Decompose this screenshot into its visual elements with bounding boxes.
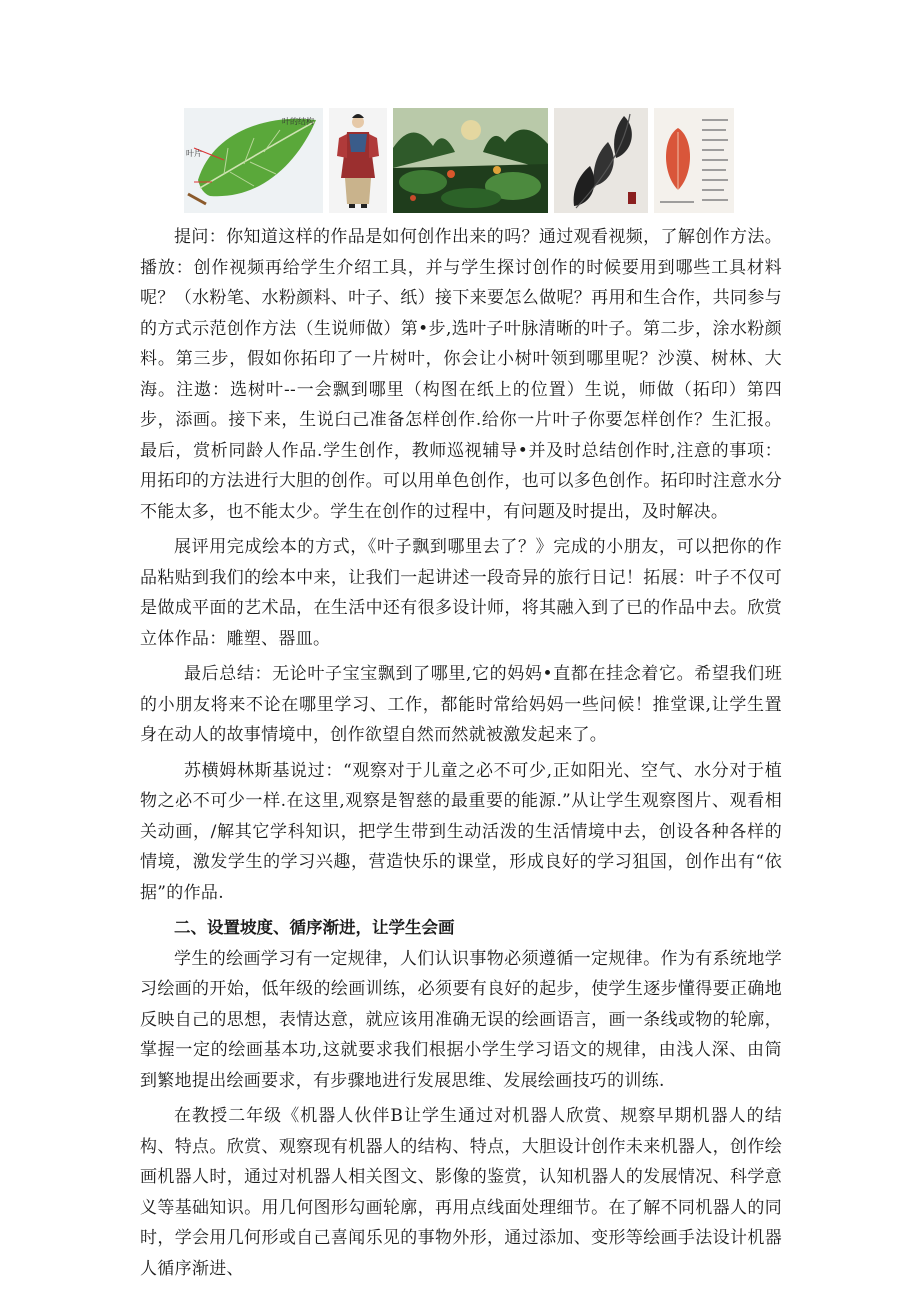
jungle-painting-image	[393, 108, 548, 213]
leaf-side-label: 叶片	[186, 149, 202, 158]
section-heading: 二、设置坡度、循序渐进，让学生会画	[174, 918, 455, 937]
paragraph-robot: 在教授二年级《机器人伙伴B让学生通过对机器人欣赏、规察早期机器人的结构、特点。欣赏、观察现有机器人的结构、特点，大胆设计创作未来机器人，创作绘画机器人时，通过对机器人相关图文、影像的鉴赏，认知机器人的发展情况、科学意义等基础知识。用几何图形勾画轮廓，再用点线面处理细节。在了解不同机器人的同时，学会用几何形或自己喜闻乐见的事物外形，通过添加、变形等绘画手法设计机器人循序渐进、	[140, 1106, 782, 1279]
paragraph-rules: 学生的绘画学习有一定规律，人们认识事物必须遵循一定规律。作为有系统地学习绘画的开始，低年级的绘画训练，必须要有良好的起步，使学生逐步懂得要正确地反映自己的思想，表情达意，就应该用准确无误的绘画语言，画一条线或物的轮廓，掌握一定的绘画基本功,这就要求我们根据小学生学习语文的规律，由浅人深、由筒到繁地提出绘画要求，有步骤地进行发展思维、发展绘画技巧的训练.	[140, 948, 782, 1091]
dark-leaves-artwork-image	[554, 108, 648, 213]
leaf-print-drawing-image	[654, 108, 734, 213]
paragraph-method: 提问：你知道这样的作品是如何创作出来的吗？通过观看视频，了解创作方法。播放：创作视频再给学生介绍工具，并与学生探讨创作的时候要用到哪些工具材料呢？（水粉笔、水粉颜料、叶子、纸）接下来要怎么做呢？再用和生合作，共同参与的方式示范创作方法（生说师做）第•步,选叶子叶脉清晰的叶子。第二步，涂水粉颜料。第三步，假如你拓印了一片树叶，你会让小树叶领到哪里呢？沙漠、树林、大海。注遨：选树叶--一会飘到哪里（构图在纸上的位置）生说，师做（拓印）第四步，添画。接下来，生说臼己准备怎样创作.给你一片叶子你要怎样创作？生汇报。最后，赏析同龄人作品.学生创作，教师巡视辅导•并及时总结创作时,注意的事项：用拓印的方法进行大胆的创作。可以用单色创作，也可以多色创作。拓印时注意水分不能太多，也不能太少。学生在创作的过程中，有问题及时提出，及时解决。	[140, 227, 782, 522]
article-body	[140, 222, 782, 1284]
image-strip	[184, 108, 734, 213]
paragraph-exhibition: 展评用完成绘本的方式，《叶子飘到哪里去了？》完成的小朋友，可以把你的作品粘贴到我们的绘本中来，让我们一起讲述一段奇异的旅行日记！拓展：叶子不仅可是做成平面的艺术品，在生活中还有很多设计师，将其融入到了已的作品中去。欣赏立体作品：雕塑、器皿。	[140, 537, 782, 649]
leaf-caption: 叶的结构	[282, 117, 314, 126]
paragraph-summary: 最后总结：无论叶子宝宝飘到了哪里,它的妈妈•直都在挂念着它。希望我们班的小朋友将来不论在哪里学习、工作，都能时常给妈妈一些问候！推堂课,让学生置身在动人的故事情境中，创作欲望自然而然就被激发起来了。	[140, 664, 782, 745]
leaf-structure-image	[184, 108, 323, 213]
traditional-dress-figure-image	[329, 108, 387, 213]
paragraph-quote: 苏横姆林斯基说过：“观察对于儿童之必不可少,正如阳光、空气、水分对于植物之必不可少一样.在这里,观察是智慈的最重要的能源.”从让学生观察图片、观看相关动画，/解其它学科知识，把学生带到生动活泼的生活情境中去，创设各种各样的情境，激发学生的学习兴趣，营造快乐的课堂，形成良好的学习狙国，创作出有“依据”的作品.	[140, 760, 782, 903]
